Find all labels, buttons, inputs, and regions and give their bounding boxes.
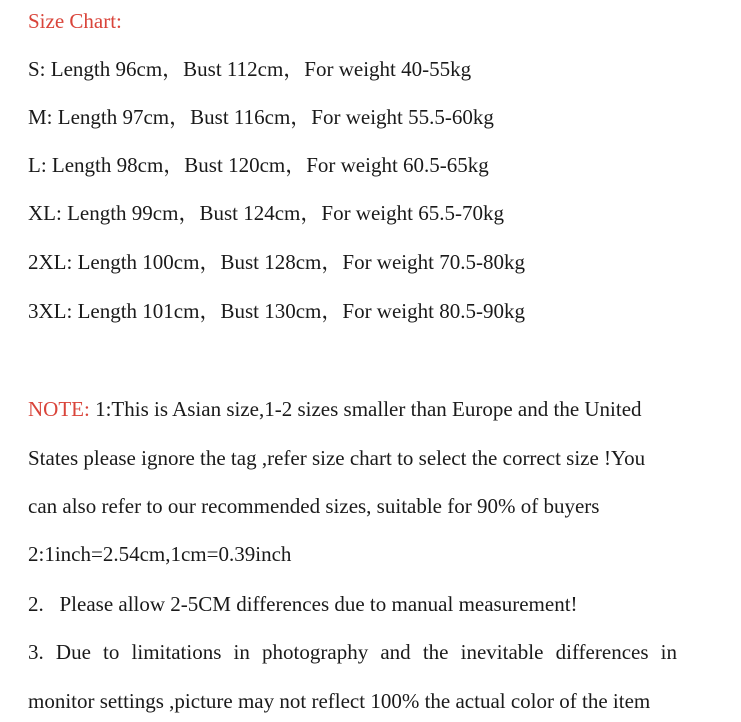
size-row-3xl: 3XL: Length 101cm，Bust 130cm，For weight 80.5-90kg <box>28 299 525 323</box>
note-line-4: 2:1inch=2.54cm,1cm=0.39inch <box>28 542 292 566</box>
size-row-2xl: 2XL: Length 100cm，Bust 128cm，For weight 70.5-80kg <box>28 250 525 274</box>
size-row-xl: XL: Length 99cm，Bust 124cm，For weight 65.5-70kg <box>28 201 504 225</box>
note-text-1: 1:This is Asian size,1-2 sizes smaller than Europe and the United <box>89 397 642 421</box>
size-chart-heading: Size Chart: <box>28 9 122 33</box>
note-line-3: can also refer to our recommended sizes, suitable for 90% of buyers <box>28 494 600 518</box>
note-line-1 <box>28 396 642 422</box>
note-line-7: monitor settings ,picture may not reflect 100% the actual color of the item <box>28 689 651 713</box>
size-row-m: M: Length 97cm，Bust 116cm，For weight 55.5-60kg <box>28 105 494 129</box>
note-line-2: States please ignore the tag ,refer size chart to select the correct size !You <box>28 446 646 470</box>
note-label: NOTE: <box>28 397 90 421</box>
note-line-6: 3. Due to limitations in photography and the inevitable differences in <box>28 640 677 664</box>
size-row-s: S: Length 96cm，Bust 112cm，For weight 40-55kg <box>28 57 472 81</box>
note-line-5: 2. Please allow 2-5CM differences due to manual measurement! <box>28 592 578 616</box>
size-row-l: L: Length 98cm，Bust 120cm，For weight 60.5-65kg <box>28 153 489 177</box>
